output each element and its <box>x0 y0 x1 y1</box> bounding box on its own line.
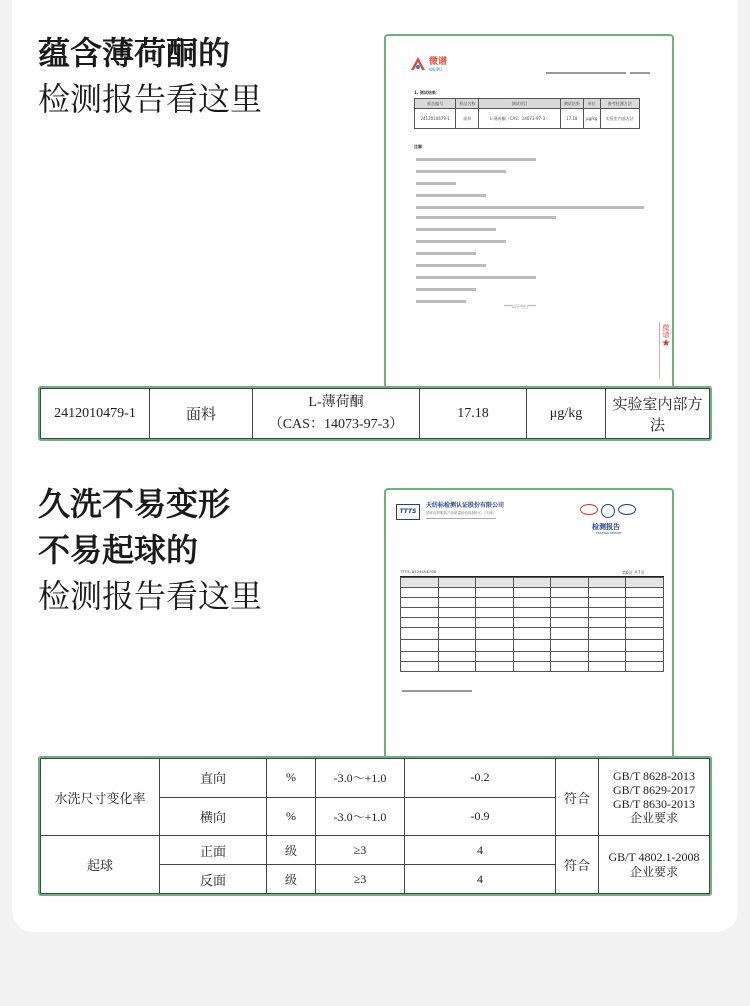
unit-cell: 级 <box>267 836 316 865</box>
report-document <box>384 488 674 760</box>
unit-cell: 级 <box>267 865 316 894</box>
table-cell: μg/kg <box>583 109 600 129</box>
table-cell: 17.18 <box>560 109 583 129</box>
heading-line: 久洗不易变形 <box>38 485 231 523</box>
report-result-table <box>414 98 640 129</box>
standard-line: GB/T 8630-2013 <box>612 797 696 812</box>
sub-item: 横向 <box>160 797 267 836</box>
report-mini-table <box>400 576 664 672</box>
unit-cell: % <box>267 797 316 836</box>
requirement-cell: -3.0～+1.0 <box>316 759 405 798</box>
weipu-logo-icon <box>410 56 426 72</box>
logo-text: TTTS <box>399 508 417 515</box>
logo-subtext: WEIPU <box>429 66 443 72</box>
end-text: ****以下空白**** <box>504 304 536 309</box>
unit-cell: % <box>267 759 316 798</box>
cnas-icon <box>618 504 636 515</box>
zoomed-result-row <box>38 386 712 441</box>
sub-item: 反面 <box>160 865 267 894</box>
result-cell: -0.9 <box>405 797 556 836</box>
sub-item: 直向 <box>160 759 267 798</box>
report-document <box>384 34 674 394</box>
result-unit: μg/kg <box>527 389 606 439</box>
test-item <box>253 389 420 439</box>
table-title: 1. 测试结果： <box>414 90 440 95</box>
cert-marks <box>580 504 636 518</box>
standard-line: 企业要求 <box>629 811 678 826</box>
verdict-cell: 符合 <box>556 836 599 894</box>
test-method: 实验室内部方法 <box>606 389 710 439</box>
standard-line: GB/T 8629-2017 <box>612 783 696 798</box>
header-cell: 样品名称 <box>456 99 479 109</box>
report-number: TTTS-W724151706 <box>400 571 437 575</box>
standard-line: GB/T 4802.1-2008 <box>608 849 700 864</box>
table-cell: 实验室内部方法 <box>600 109 639 129</box>
table-cell: 面料 <box>456 109 479 129</box>
requirement-cell: ≥3 <box>316 865 405 894</box>
test-item-name: L-薄荷酮 <box>308 394 364 410</box>
org-name: 天纺标检测认证股份有限公司 <box>426 502 505 509</box>
cma-icon <box>601 504 615 518</box>
heading-line: 检测报告看这里 <box>38 80 263 118</box>
sample-number: 2412010479-1 <box>41 389 150 439</box>
requirement-cell: ≥3 <box>316 836 405 865</box>
note-title: 注解： <box>414 144 426 149</box>
report-title: 检测报告 <box>592 523 620 531</box>
report-title-en: TESTING REPORT <box>596 531 622 535</box>
standard-line: GB/T 8628-2013 <box>612 769 696 784</box>
header-cell: 测试结果 <box>560 99 583 109</box>
requirement-cell: -3.0～+1.0 <box>316 797 405 836</box>
star-icon: ★ <box>661 338 671 349</box>
header-cell: 参考检测方法 <box>600 99 639 109</box>
stamp-text: 微谱 <box>662 324 670 338</box>
table-cell: L-薄荷酮（CAS：14073-97-3） <box>479 109 560 129</box>
test-result: 17.18 <box>420 389 527 439</box>
heading-line: 蕴含薄荷酮的 <box>38 34 231 72</box>
report-page: 第6页 共7页 <box>622 570 645 575</box>
test-item: 起球 <box>41 836 160 894</box>
report-logo <box>410 56 447 72</box>
report-logo <box>396 504 420 520</box>
header-cell: 样品编号 <box>415 99 456 109</box>
standard-cell <box>599 759 710 836</box>
standard-line: 企业要求 <box>629 864 678 879</box>
sample-name: 面料 <box>150 389 253 439</box>
org-subname: 国家纺织服装产品质量检验检测中心（天津） <box>426 511 496 515</box>
standard-cell <box>599 836 710 894</box>
header-cell: 测试项目 <box>479 99 560 109</box>
result-cell: -0.2 <box>405 759 556 798</box>
heading-line: 检测报告看这里 <box>38 577 263 615</box>
result-cell: 4 <box>405 836 556 865</box>
zoomed-results-table <box>38 756 712 896</box>
sub-item: 正面 <box>160 836 267 865</box>
side-stamp <box>659 322 672 378</box>
logo-text: 微谱 <box>429 56 448 67</box>
heading-line: 不易起球的 <box>38 531 199 569</box>
verdict-cell: 符合 <box>556 759 599 836</box>
test-item: 水洗尺寸变化率 <box>41 759 160 836</box>
test-item-cas: （CAS：14073-97-3） <box>268 416 404 432</box>
section2-heading <box>38 481 262 619</box>
table-cell: 2412010479-1 <box>415 109 456 129</box>
ilac-icon <box>580 504 598 515</box>
result-cell: 4 <box>405 865 556 894</box>
section1-heading <box>38 30 262 122</box>
header-cell: 单位 <box>583 99 600 109</box>
